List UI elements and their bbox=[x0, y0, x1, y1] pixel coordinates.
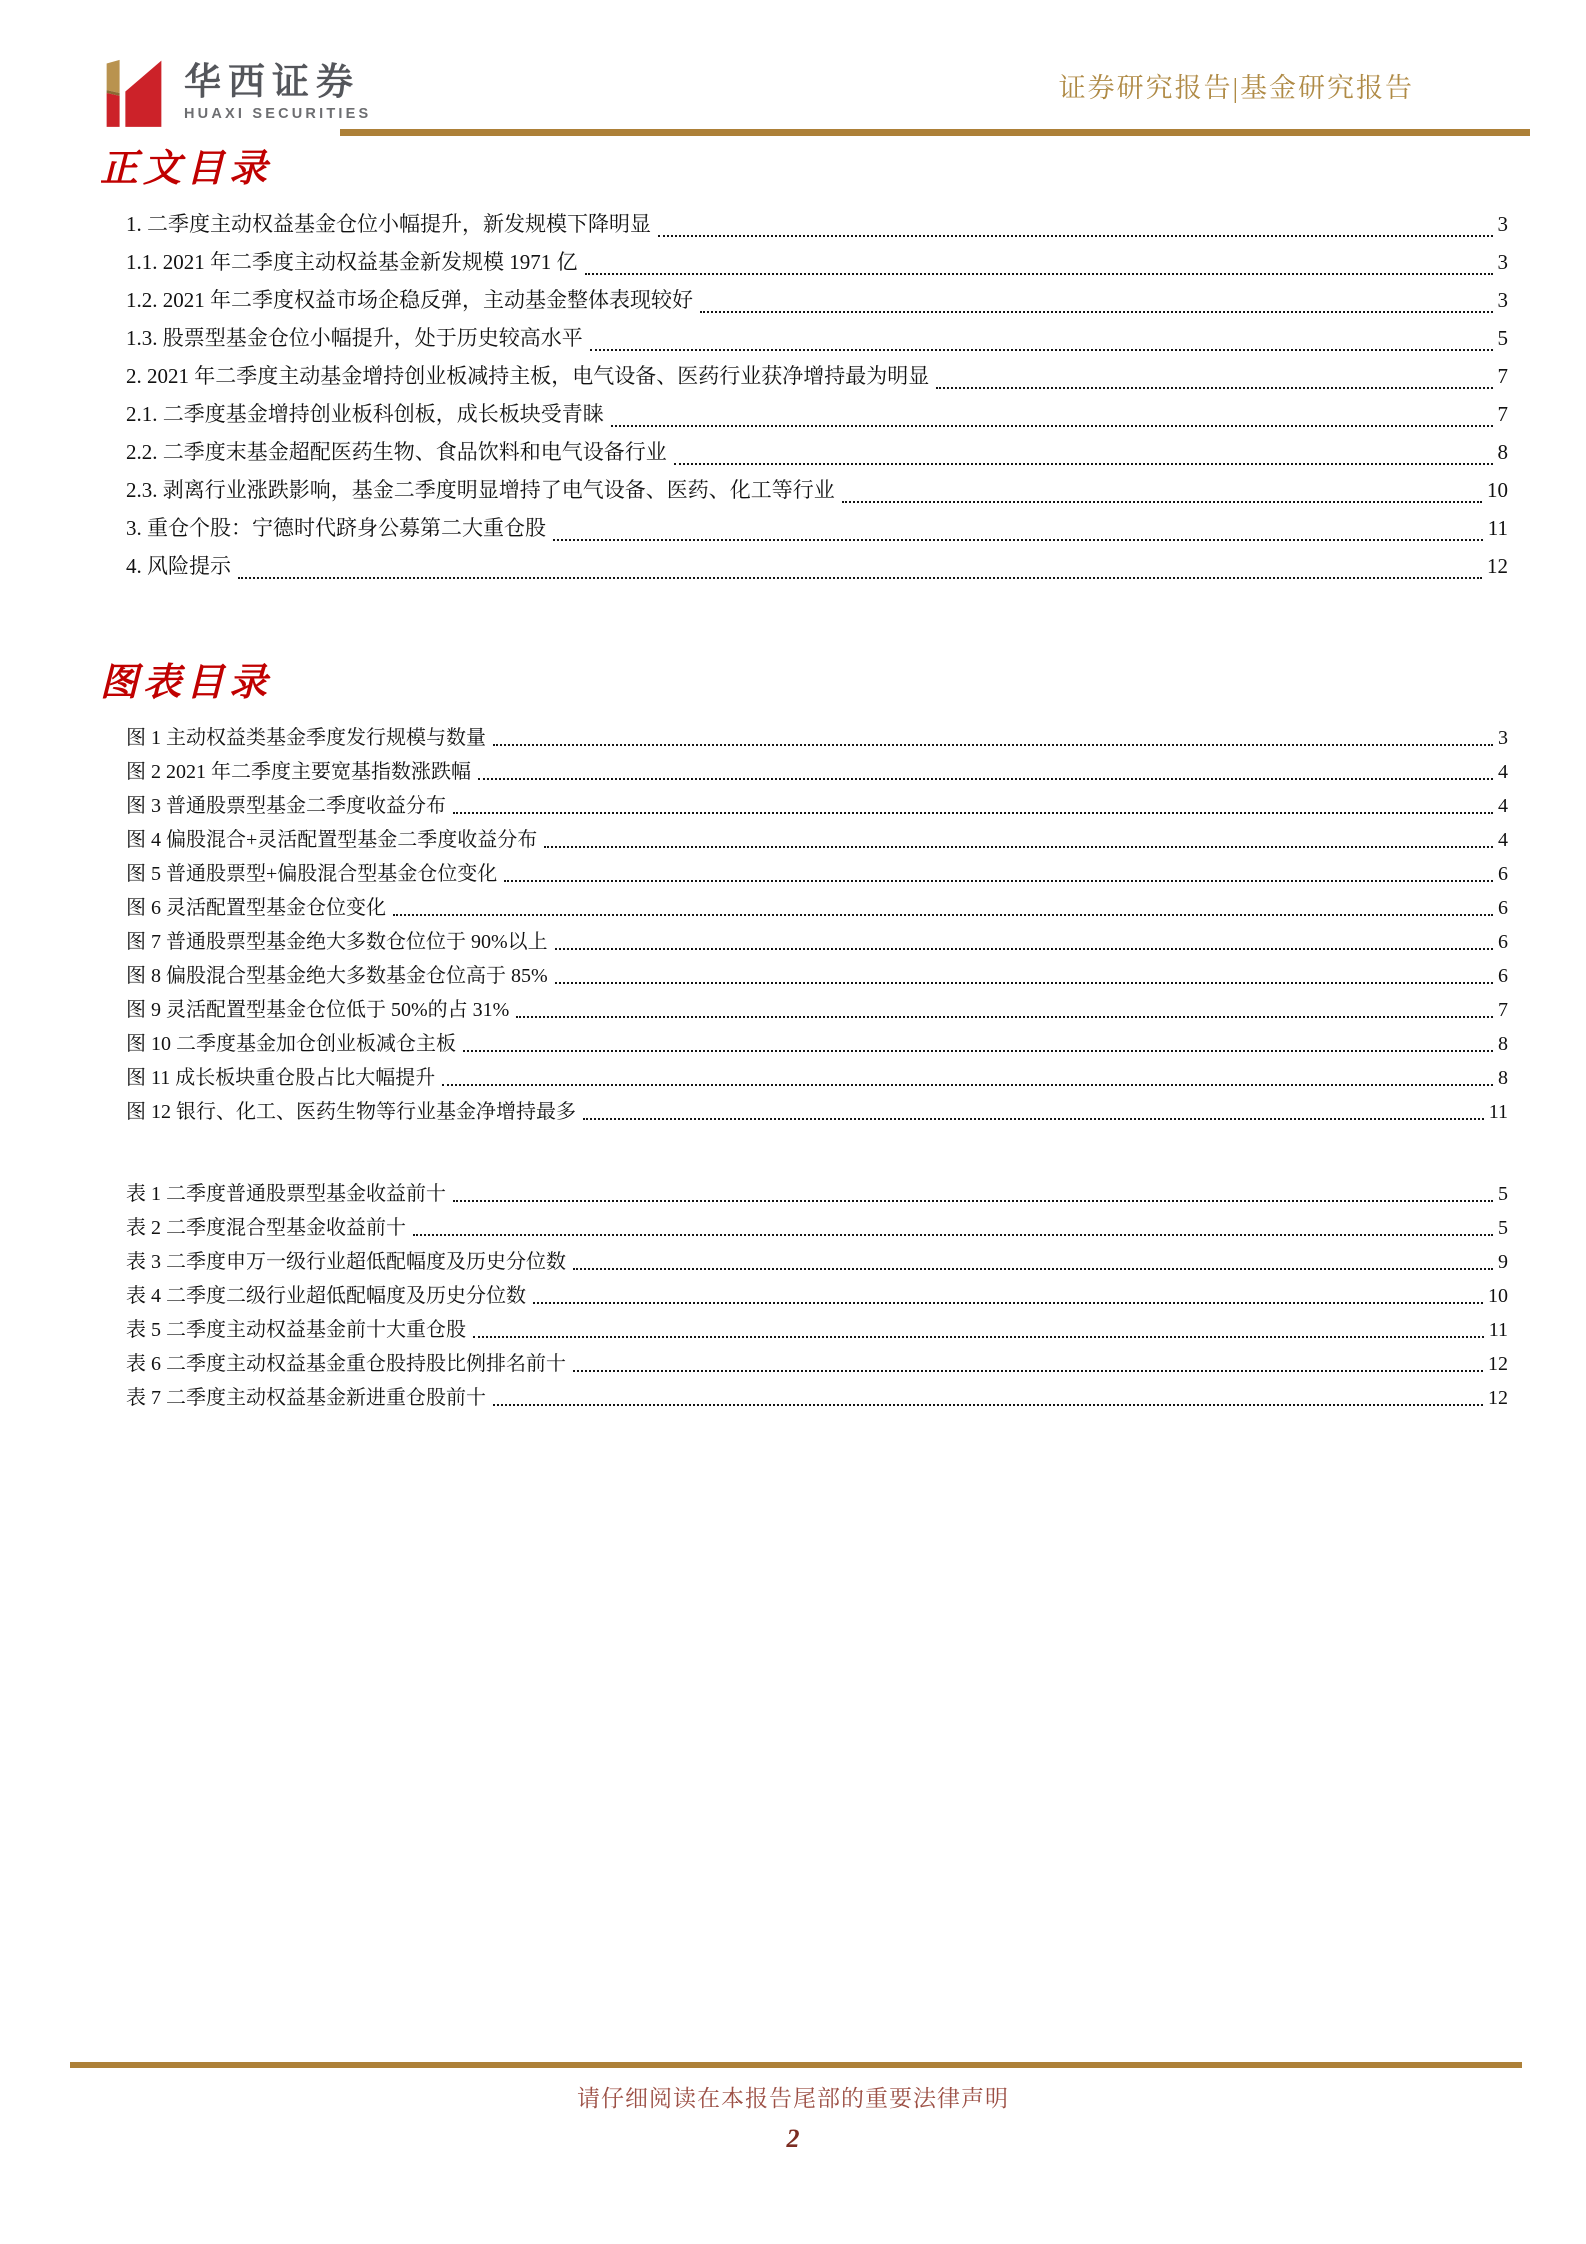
figure-item-page: 11 bbox=[1488, 1101, 1508, 1123]
toc-item-label: 1. 二季度主动权益基金仓位小幅提升，新发规模下降明显 bbox=[126, 211, 651, 236]
figure-item-label: 图 6 灵活配置型基金仓位变化 bbox=[126, 897, 386, 919]
huaxi-logo-text bbox=[184, 56, 371, 122]
dotted-leader bbox=[555, 948, 1493, 950]
toc-item-page: 7 bbox=[1497, 363, 1508, 388]
figure-item-page: 6 bbox=[1498, 931, 1508, 953]
table-item[interactable] bbox=[126, 1245, 1508, 1279]
figure-item[interactable] bbox=[126, 857, 1508, 891]
figure-item[interactable] bbox=[126, 925, 1508, 959]
footer-page-number: 2 bbox=[786, 2124, 800, 2153]
dotted-leader bbox=[544, 846, 1493, 848]
toc-item[interactable] bbox=[126, 360, 1508, 398]
figure-item-page: 6 bbox=[1498, 863, 1508, 885]
logo-cn-text: 华西证券 bbox=[184, 61, 360, 102]
toc-item[interactable] bbox=[126, 322, 1508, 360]
tables-list bbox=[126, 1177, 1508, 1415]
figure-item-label: 图 10 二季度基金加仓创业板减仓主板 bbox=[126, 1033, 456, 1055]
toc-item-label: 2.3. 剥离行业涨跌影响，基金二季度明显增持了电气设备、医药、化工等行业 bbox=[126, 477, 835, 502]
footer-divider-rule bbox=[70, 2062, 1522, 2068]
table-item-page: 5 bbox=[1498, 1217, 1508, 1239]
dotted-leader bbox=[516, 1016, 1493, 1018]
figure-item-page: 7 bbox=[1498, 999, 1508, 1021]
figure-item[interactable] bbox=[126, 891, 1508, 925]
table-item-page: 5 bbox=[1498, 1183, 1508, 1205]
toc-item[interactable] bbox=[126, 436, 1508, 474]
figures-list bbox=[126, 721, 1508, 1129]
dotted-leader bbox=[442, 1084, 1493, 1086]
toc-item-label: 4. 风险提示 bbox=[126, 553, 231, 578]
table-item-label: 表 5 二季度主动权益基金前十大重仓股 bbox=[126, 1319, 466, 1341]
figure-item-page: 3 bbox=[1498, 727, 1508, 749]
table-item[interactable] bbox=[126, 1279, 1508, 1313]
figure-item-label: 图 9 灵活配置型基金仓位低于 50%的占 31% bbox=[126, 999, 510, 1021]
toc-item[interactable] bbox=[126, 550, 1508, 588]
figure-item-page: 6 bbox=[1498, 897, 1508, 919]
dotted-leader bbox=[463, 1050, 1493, 1052]
table-item-page: 11 bbox=[1488, 1319, 1508, 1341]
figure-item[interactable] bbox=[126, 1027, 1508, 1061]
table-item-page: 10 bbox=[1488, 1285, 1508, 1307]
dotted-leader bbox=[658, 235, 1493, 237]
toc-item-label: 1.2. 2021 年二季度权益市场企稳反弹，主动基金整体表现较好 bbox=[126, 287, 693, 312]
table-item-label: 表 4 二季度二级行业超低配幅度及历史分位数 bbox=[126, 1285, 526, 1307]
dotted-leader bbox=[674, 463, 1493, 465]
table-item-label: 表 1 二季度普通股票型基金收益前十 bbox=[126, 1183, 446, 1205]
toc-item-label: 1.3. 股票型基金仓位小幅提升，处于历史较高水平 bbox=[126, 325, 583, 350]
figure-item-label: 图 12 银行、化工、医药生物等行业基金净增持最多 bbox=[126, 1101, 576, 1123]
figure-item[interactable] bbox=[126, 789, 1508, 823]
toc-item-page: 3 bbox=[1497, 249, 1508, 274]
toc-item[interactable] bbox=[126, 512, 1508, 550]
dotted-leader bbox=[611, 425, 1493, 427]
table-item[interactable] bbox=[126, 1347, 1508, 1381]
figure-item-label: 图 1 主动权益类基金季度发行规模与数量 bbox=[126, 727, 486, 749]
footer-disclaimer: 请仔细阅读在本报告尾部的重要法律声明 bbox=[577, 2085, 1009, 2111]
figure-item-label: 图 5 普通股票型+偏股混合型基金仓位变化 bbox=[126, 863, 498, 885]
table-item-label: 表 3 二季度申万一级行业超低配幅度及历史分位数 bbox=[126, 1251, 566, 1273]
toc-item-page: 5 bbox=[1497, 325, 1508, 350]
dotted-leader bbox=[583, 1118, 1484, 1120]
figure-item[interactable] bbox=[126, 993, 1508, 1027]
toc-section-title: 正文目录 bbox=[100, 148, 273, 190]
dotted-leader bbox=[453, 1200, 1493, 1202]
table-item[interactable] bbox=[126, 1211, 1508, 1245]
toc-item[interactable] bbox=[126, 284, 1508, 322]
toc-item-page: 7 bbox=[1497, 401, 1508, 426]
dotted-leader bbox=[393, 914, 1493, 916]
dotted-leader bbox=[842, 501, 1482, 503]
dotted-leader bbox=[478, 778, 1493, 780]
figure-item[interactable] bbox=[126, 755, 1508, 789]
toc-item-page: 12 bbox=[1487, 553, 1508, 578]
dotted-leader bbox=[573, 1268, 1493, 1270]
table-item[interactable] bbox=[126, 1313, 1508, 1347]
dotted-leader bbox=[493, 744, 1493, 746]
toc-item-page: 10 bbox=[1487, 477, 1508, 502]
figure-item-page: 8 bbox=[1498, 1067, 1508, 1089]
toc-item-label: 2. 2021 年二季度主动基金增持创业板减持主板，电气设备、医药行业获净增持最为明显 bbox=[126, 363, 930, 388]
figure-item-page: 4 bbox=[1498, 829, 1508, 851]
dotted-leader bbox=[238, 577, 1482, 579]
dotted-leader bbox=[453, 812, 1493, 814]
toc-list bbox=[126, 208, 1508, 588]
toc-item-label: 3. 重仓个股：宁德时代跻身公募第二大重仓股 bbox=[126, 515, 546, 540]
figure-item-label: 图 11 成长板块重仓股占比大幅提升 bbox=[126, 1067, 436, 1089]
dotted-leader bbox=[504, 880, 1493, 882]
huaxi-logo bbox=[98, 56, 371, 130]
table-item[interactable] bbox=[126, 1381, 1508, 1415]
toc-item[interactable] bbox=[126, 208, 1508, 246]
figure-item-label: 图 7 普通股票型基金绝大多数仓位位于 90%以上 bbox=[126, 931, 548, 953]
toc-item-page: 3 bbox=[1497, 211, 1508, 236]
toc-item[interactable] bbox=[126, 398, 1508, 436]
table-item-page: 12 bbox=[1488, 1387, 1508, 1409]
figure-item[interactable] bbox=[126, 959, 1508, 993]
dotted-leader bbox=[413, 1234, 1493, 1236]
dotted-leader bbox=[473, 1336, 1484, 1338]
figure-item[interactable] bbox=[126, 1095, 1508, 1129]
dotted-leader bbox=[936, 387, 1492, 389]
figure-item-page: 8 bbox=[1498, 1033, 1508, 1055]
dotted-leader bbox=[493, 1404, 1483, 1406]
huaxi-logo-icon bbox=[98, 56, 170, 130]
figure-item-page: 4 bbox=[1498, 795, 1508, 817]
table-item-label: 表 7 二季度主动权益基金新进重仓股前十 bbox=[126, 1387, 486, 1409]
dotted-leader bbox=[700, 311, 1493, 313]
figure-item-label: 图 2 2021 年二季度主要宽基指数涨跌幅 bbox=[126, 761, 471, 783]
toc-item-label: 2.1. 二季度基金增持创业板科创板，成长板块受青睐 bbox=[126, 401, 604, 426]
figure-item-page: 4 bbox=[1498, 761, 1508, 783]
header-divider-rule bbox=[340, 129, 1530, 136]
report-type-badge: 证券研究报告|基金研究报告 bbox=[1058, 73, 1414, 103]
toc-item-label: 2.2. 二季度末基金超配医药生物、食品饮料和电气设备行业 bbox=[126, 439, 667, 464]
dotted-leader bbox=[590, 349, 1493, 351]
dotted-leader bbox=[573, 1370, 1483, 1372]
dotted-leader bbox=[585, 273, 1493, 275]
figures-section-title: 图表目录 bbox=[100, 661, 273, 704]
toc-item-page: 3 bbox=[1497, 287, 1508, 312]
figure-item-label: 图 4 偏股混合+灵活配置型基金二季度收益分布 bbox=[126, 829, 538, 851]
toc-item[interactable] bbox=[126, 474, 1508, 512]
dotted-leader bbox=[555, 982, 1493, 984]
figures-section bbox=[100, 660, 1508, 1416]
table-item-page: 12 bbox=[1488, 1353, 1508, 1375]
toc-item-label: 1.1. 2021 年二季度主动权益基金新发规模 1971 亿 bbox=[126, 249, 578, 274]
table-item-label: 表 2 二季度混合型基金收益前十 bbox=[126, 1217, 406, 1239]
figure-item[interactable] bbox=[126, 823, 1508, 857]
figure-item-label: 图 8 偏股混合型基金绝大多数基金仓位高于 85% bbox=[126, 965, 548, 987]
figure-item[interactable] bbox=[126, 721, 1508, 755]
logo-en-text: HUAXI SECURITIES bbox=[184, 105, 372, 122]
toc-item-page: 11 bbox=[1487, 515, 1508, 540]
toc-item-page: 8 bbox=[1497, 439, 1508, 464]
dotted-leader bbox=[553, 539, 1483, 541]
figure-item-label: 图 3 普通股票型基金二季度收益分布 bbox=[126, 795, 446, 817]
toc-item[interactable] bbox=[126, 246, 1508, 284]
table-item-label: 表 6 二季度主动权益基金重仓股持股比例排名前十 bbox=[126, 1353, 566, 1375]
dotted-leader bbox=[533, 1302, 1483, 1304]
table-item-page: 9 bbox=[1498, 1251, 1508, 1273]
toc-content bbox=[100, 146, 1508, 1415]
table-item[interactable] bbox=[126, 1177, 1508, 1211]
figure-item-page: 6 bbox=[1498, 965, 1508, 987]
figure-item[interactable] bbox=[126, 1061, 1508, 1095]
